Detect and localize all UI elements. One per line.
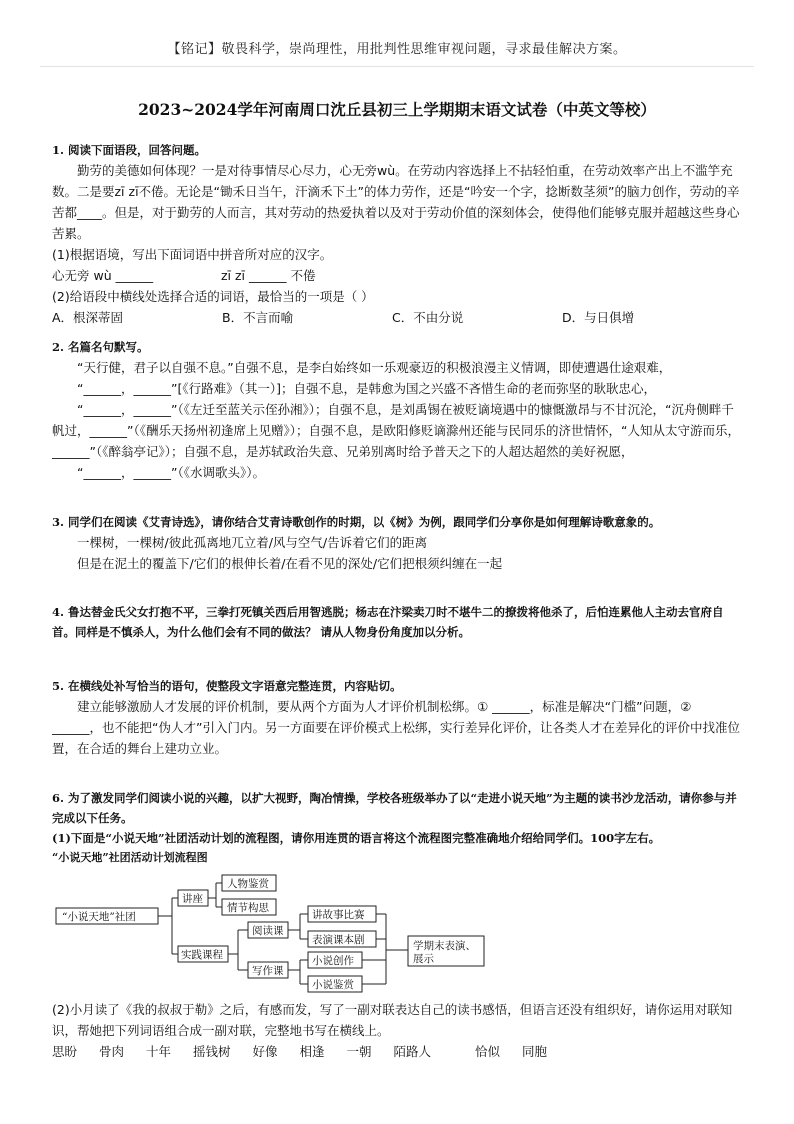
q1-sub1: (1)根据语境，写出下面词语中拼音所对应的汉字。 [52,247,333,262]
header-motto: 【铭记】敬畏科学，崇尚理性，用批判性思维审视问题，寻求最佳解决方案。 [167,42,627,57]
q1-passage: 勤劳的美德如何体现？一是对待事情尽心尽力，心无旁wù。在劳动内容选择上不拈轻怕重，在劳动效率产出上不滥竽充数。二是要zī zī不倦。无论是“锄禾日当午，汗滴禾下土”的体力劳作，还是“吟安一个字，捻断数茎须”的脑力创作，劳动的辛苦都____。但是，对于勤劳的人而言，其对劳动的热爱执着以及对于劳动价值的深刻体会，使得他们能够克服并超越这些身心苦累。 [52,163,740,241]
flow-writing-item-1: 小说创作 [312,955,354,967]
flowchart [52,868,502,998]
q1-pinyin-row [52,265,742,286]
q5-heading: 5. 在横线处补写恰当的语句，使整段文字语意完整连贯，内容贴切。 [52,679,402,693]
word-7: 一朝 [346,1044,372,1059]
flow-root: “小说天地”社团 [62,911,136,923]
question-5 [52,676,742,759]
word-5: 好像 [252,1044,278,1059]
q6-sub2: (2)小月读了《我的叔叔于勒》之后，有感而发，写了一副对联表达自己的读书感悟，但语言还没有组织好，请你运用对联知识，帮她把下列词语组合成一副对联，完整地书写在横线上。 [52,1002,733,1038]
flow-lecture: 讲座 [182,893,203,905]
word-10: 同胞 [522,1044,548,1059]
header-divider [40,66,754,67]
q6-heading: 6. 为了激发同学们阅读小说的兴趣，以扩大视野，陶冶情操，学校各班级举办了以“走进小说天地”为主题的读书沙龙活动，请你参与并完成以下任务。 [52,791,737,825]
question-6 [52,788,742,868]
q6-word-list [52,1041,742,1062]
word-3: 十年 [146,1044,172,1059]
question-4 [52,602,742,642]
flow-writing: 写作课 [252,965,284,977]
q1-heading: 1. 阅读下面语段，回答问题。 [52,143,207,157]
q2-line-2: “______，______”[《行路难》（其一）]；自强不息，是韩愈为国之兴盛不吝惜生命的老而弥坚的耿耿忠心， [77,381,656,396]
q1-pinyin-1: 心无旁 wù ______ [52,268,154,283]
q2-line-1: “天行健，君子以自强不息。”自强不息，是李白始终如一乐观豪迈的积极浪漫主义情调，即使遭遇仕途艰难， [77,360,672,375]
q6-sub1: (1)下面是“小说天地”社团活动计划的流程图，请你用连贯的语言将这个流程图完整准确地介绍给同学们。100字左右。 [52,831,661,845]
word-1: 思盼 [52,1044,78,1059]
q3-heading: 3. 同学们在阅读《艾青诗选》，请你结合艾青诗歌创作的时期，以《树》为例，跟同学们分享你是如何理解诗歌意象的。 [52,515,661,529]
q1-pinyin-2: zī zī ______ 不倦 [220,268,316,283]
page-title: 2023~2024学年河南周口沈丘县初三上学期期末语文试卷（中英文等校） [138,100,656,119]
question-3 [52,512,742,574]
flowchart-caption: “小说天地”社团活动计划流程图 [52,851,208,864]
q3-poem-line-2: 但是在泥土的覆盖下/它们的根伸长着/在看不见的深处/它们把根须纠缠在一起 [77,556,503,571]
flow-reading-item-1: 讲故事比赛 [312,909,365,921]
flow-lecture-item-1: 人物鉴赏 [227,878,269,890]
flow-practice: 实践课程 [181,949,223,961]
question-2 [52,337,742,483]
q1-sub2: (2)给语段中横线处选择合适的词语，最恰当的一项是（ ） [52,289,374,304]
flow-final-line-2: 展示 [413,953,434,965]
flow-writing-item-2: 小说鉴赏 [312,979,354,991]
question-1 [52,140,742,328]
word-9: 恰似 [475,1044,501,1059]
word-8: 陌路人 [393,1044,432,1059]
q5-passage: 建立能够激励人才发展的评价机制，要从两个方面为人才评价机制松绑。① ______，标准是解决“门槛”问题，② ______，也不能把“伪人才”引入门内。另一方面要在评价模式上松绑，实行差异化评价，让各类人才在差异化的评价中找准位置，在合适的舞台上建功立业。 [52,699,740,756]
q2-line-4: “______，______”（《水调歌头》）。 [77,465,265,480]
flow-lecture-item-2: 情节构思 [227,902,269,914]
q1-options [52,307,742,328]
q4-heading: 4. 鲁达替金氏父女打抱不平，三拳打死镇关西后用智逃脱；杨志在汴梁卖刀时不堪牛二的撩拨将他杀了，后怕连累他人主动去官府自首。同样是不慎杀人，为什么他们会有不同的做法？ 请从人物身份角度加以分析。 [52,605,724,639]
q1-option-d[interactable]: D．与日俱增 [562,310,635,325]
flow-reading-item-2: 表演课本剧 [312,934,365,946]
q1-option-a[interactable]: A．根深蒂固 [52,310,124,325]
q1-option-c[interactable]: C．不由分说 [392,310,464,325]
word-2: 骨肉 [99,1044,125,1059]
flow-reading: 阅读课 [252,925,284,937]
q1-option-b[interactable]: B．不言而喻 [222,310,294,325]
flow-final-line-1: 学期末表演、 [413,940,476,952]
q2-heading: 2. 名篇名句默写。 [52,340,149,354]
word-4: 摇钱树 [193,1044,231,1059]
q2-line-3: “______，______”（《左迁至蓝关示侄孙湘》）；自强不息，是刘禹锡在被贬谪境遇中的慷慨激昂与不甘沉沦，“沉舟侧畔千帆过，______”（《酬乐天扬州初逢席上见赠》）；自强不息，是欧阳修贬谪滁州还能与民同乐的济世情怀，“人知从太守游而乐，______”（《醉翁亭记》）；自强不息，是苏轼政治失意、兄弟别离时给予普天之下的人超达超然的美好祝愿， [52,402,740,459]
q3-poem-line-1: 一棵树，一棵树/彼此孤离地兀立着/风与空气/告诉着它们的距离 [77,535,428,550]
question-6-part-2 [52,999,742,1062]
word-6: 相逢 [299,1044,325,1059]
